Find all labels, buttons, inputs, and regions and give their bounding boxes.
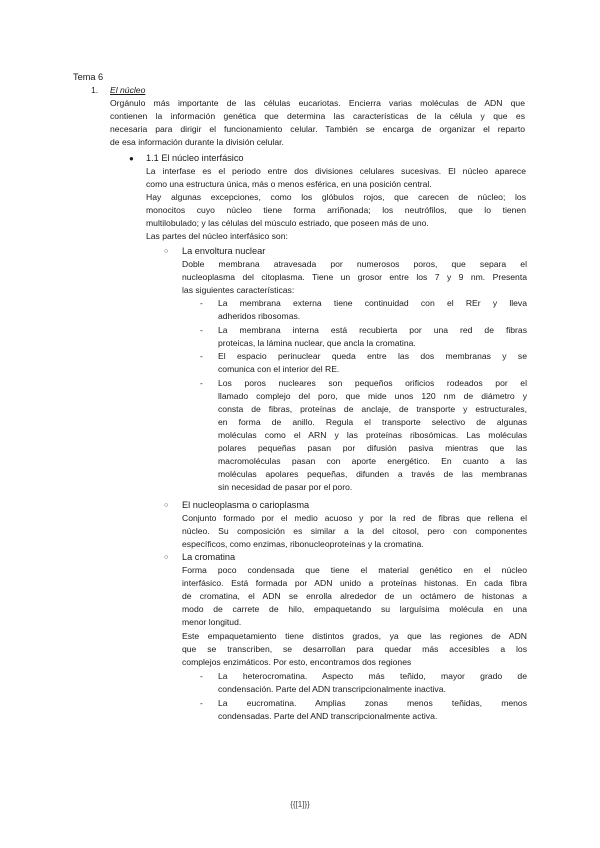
- section-number: 1.: [91, 85, 99, 95]
- list-item-line: en forma de anillo. Regula el transporte selectivo de algunas: [218, 417, 527, 427]
- paragraph-line: La interfase es el periodo entre dos divisiones celulares sucesivas. El núcleo aparece: [146, 166, 526, 176]
- list-item-line: macromoléculas pasan con aporte energético. En cuanto a las: [218, 456, 527, 466]
- paragraph-line: que se transcriben, se desarrollan para quedar más accesibles a los: [182, 644, 527, 654]
- dash-icon: -: [200, 298, 203, 308]
- list-item-line: La eucromatina. Amplias zonas menos teñidas, menos: [218, 698, 527, 708]
- paragraph-line: Forma poco condensada que tiene el material genético en el núcleo: [182, 565, 527, 575]
- list-item-line: llamado complejo del poro, que mide unos 120 nm de diámetro y: [218, 391, 527, 401]
- paragraph-line: Hay algunas excepciones, como los glóbulos rojos, que carecen de núcleo; los: [146, 192, 526, 202]
- paragraph-line: nucleoplasma del citoplasma. Tiene un grosor entre los 7 y 9 nm. Presenta: [182, 272, 527, 282]
- list-item-line: Los poros nucleares son pequeños orificios rodeados por el: [218, 378, 527, 388]
- list-item-line: consta de fibras, proteínas de anclaje, de transporte y estructurales,: [218, 404, 527, 414]
- page-number: {{[1]}}: [290, 800, 310, 809]
- paragraph-line: monocitos cuyo núcleo tiene forma arriñonada; los neutrófilos, que lo tienen: [146, 205, 526, 215]
- paragraph-line: núcleo. Su composición es similar a la del citosol, pero con componentes: [182, 526, 527, 536]
- paragraph-line: interfásico. Está formada por ADN unido a proteínas histonas. En cada fibra: [182, 578, 527, 588]
- subsection-heading: 1.1 El núcleo interfásico: [146, 153, 244, 163]
- circle-bullet-icon: ○: [164, 554, 169, 561]
- paragraph-line: Orgánulo más importante de las células eucariotas. Encierra varias moléculas de ADN que: [110, 98, 525, 108]
- paragraph-line: de esa información durante la división celular.: [110, 137, 284, 147]
- list-item-line: condensadas. Parte del AND transcripcionalmente activa.: [218, 711, 438, 721]
- paragraph-line: contienen la información genética que determina las características de la célula y que es: [110, 111, 525, 121]
- list-item-line: sin necesidad de pasar por el poro.: [218, 482, 353, 492]
- paragraph-line: las siguientes características:: [182, 285, 295, 295]
- list-item-line: moléculas apolares pequeñas, difunden a través de las membranas: [218, 469, 527, 479]
- circle-bullet-icon: ○: [164, 248, 169, 255]
- dash-icon: -: [200, 378, 203, 388]
- paragraph-line: específicos, como enzimas, ribonucleoproteínas y la cromatina.: [182, 539, 424, 549]
- paragraph-line: menor longitud.: [182, 617, 242, 627]
- dash-icon: -: [200, 698, 203, 708]
- list-item-line: condensación. Parte del ADN transcripcionalmente inactiva.: [218, 684, 446, 694]
- paragraph-line: multilobulado; y las células del músculo estriado, que poseen más de uno.: [146, 218, 429, 228]
- paragraph-line: complejos enzimáticos. Por esto, encontramos dos regiones: [182, 657, 412, 667]
- bullet-icon: ●: [129, 154, 134, 163]
- dash-icon: -: [200, 671, 203, 681]
- dash-icon: -: [200, 325, 203, 335]
- list-heading: La cromatina: [182, 552, 236, 562]
- list-item-line: adheridos ribosomas.: [218, 311, 301, 321]
- paragraph-line: necesaria para dirigir el funcionamiento celular. También se encarga de organizar el reparto: [110, 124, 525, 134]
- paragraph-line: Las partes del núcleo interfásico son:: [146, 231, 288, 241]
- list-item-line: proteicas, la lámina nuclear, que ancla la cromatina.: [218, 338, 416, 348]
- paragraph-line: de cromatina, el ADN se enrolla alrededor de un octámero de histonas a: [182, 591, 527, 601]
- paragraph-line: Doble membrana atravesada por numerosos poros, que separa el: [182, 259, 527, 269]
- list-item-line: moléculas como el ARN y las proteínas ribosómicas. Las moléculas: [218, 430, 527, 440]
- paragraph-line: como una estructura única, más o menos esférica, en una posición central.: [146, 179, 432, 189]
- document-title: Tema 6: [73, 72, 104, 82]
- list-heading: La envoltura nuclear: [182, 246, 266, 256]
- dash-icon: -: [200, 351, 203, 361]
- circle-bullet-icon: ○: [164, 502, 169, 509]
- list-item-line: La membrana externa tiene continuidad con el REr y lleva: [218, 298, 527, 308]
- list-item-line: La membrana interna está recubierta por una red de fibras: [218, 325, 527, 335]
- paragraph-line: Este empaquetamiento tiene distintos grados, ya que las regiones de ADN: [182, 631, 527, 641]
- list-item-line: polares pequeñas pasan por difusión pasiva mientras que las: [218, 443, 527, 453]
- section-heading: El núcleo: [110, 85, 146, 95]
- paragraph-line: Conjunto formado por el medio acuoso y por la red de fibras que rellena el: [182, 513, 527, 523]
- list-heading: El nucleoplasma o carioplasma: [182, 500, 310, 510]
- list-item-line: La heterocromatina. Aspecto más teñido, mayor grado de: [218, 671, 527, 681]
- list-item-line: El espacio perinuclear queda entre las dos membranas y se: [218, 351, 527, 361]
- paragraph-line: modo de carrete de hilo, empaquetando su larguísima molécula en una: [182, 604, 527, 614]
- list-item-line: comunica con el interior del RE.: [218, 364, 340, 374]
